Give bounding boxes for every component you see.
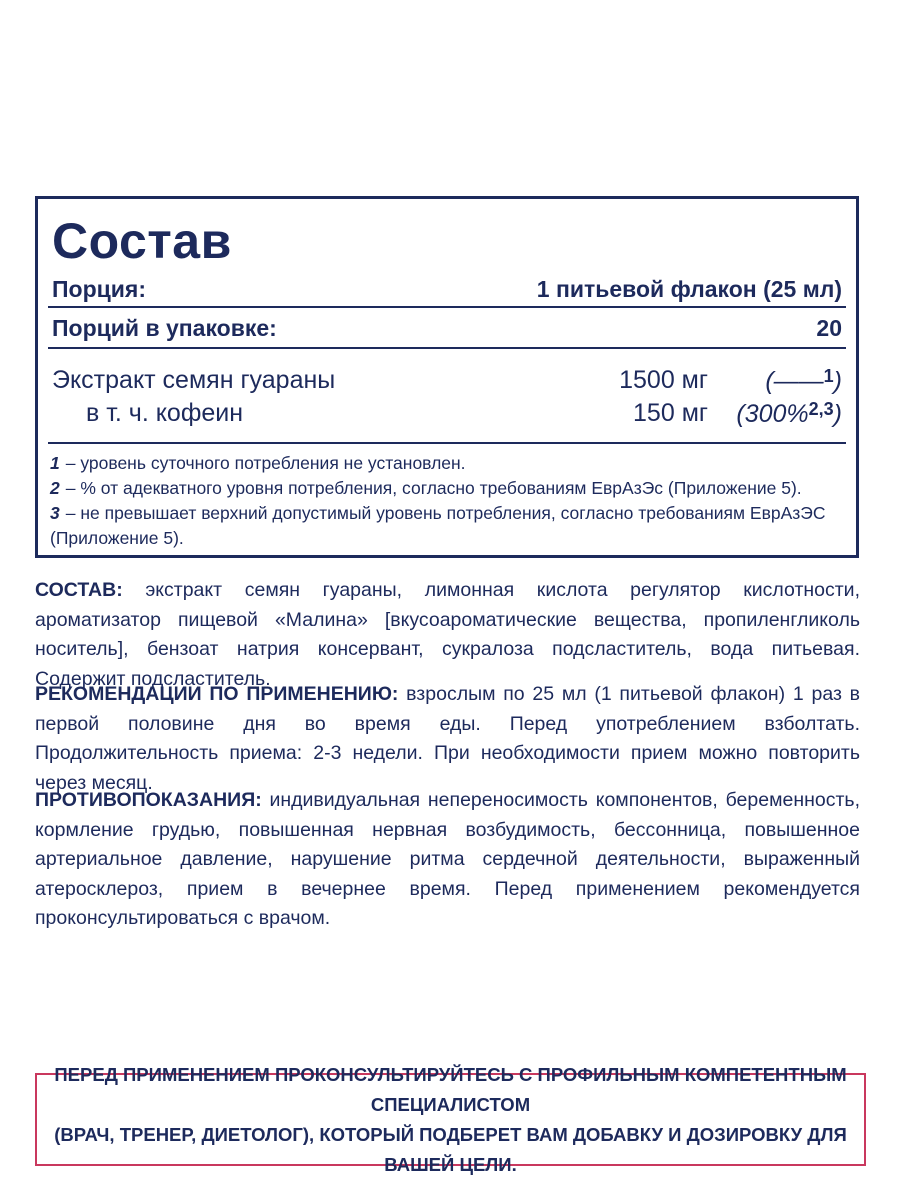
servings-label: Порций в упаковке: <box>52 315 277 341</box>
serving-label: Порция: <box>52 276 146 302</box>
ingredients-section <box>35 576 860 694</box>
ingredient-percent: (——$^1$) <box>765 366 842 395</box>
footnote: 1 – уровень суточного потребления не установлен. <box>50 453 466 473</box>
footnote: 2 – % от адекватного уровня потребления, согласно требованиям ЕврАзЭс (Приложение 5). <box>50 478 802 498</box>
footnote: 3 – не превышает верхний допустимый уровень потребления, согласно требованиям ЕврАзЭС (Приложение 5). <box>50 503 826 548</box>
servings-value: 20 <box>816 315 842 341</box>
composition-title: Состав <box>52 213 232 269</box>
footnotes <box>50 451 844 551</box>
section-heading: СОСТАВ: <box>35 579 123 601</box>
section-text: экстракт семян гуараны, лимонная кислота регулятор кислотности, ароматизатор пищевой «Малина» [вкусоароматические вещества, пропиленгликоль носитель], бензоат натрия консервант, сукралоза подсластитель, вода питьевая. Содержит подсластитель. <box>35 579 860 690</box>
contraindications-section <box>35 786 860 934</box>
warning-box <box>35 1063 866 1175</box>
ingredient-amount: 1500 мг <box>619 366 708 394</box>
section-text: индивидуальная непереносимость компонентов, беременность, кормление грудью, повышенная нервная возбудимость, бессонница, повышенное артериальное давление, нарушение ритма сердечной деятельности, выраженный атеросклероз, прием в вечернее время. Перед применением рекомендуется проконсультироваться с врачом. <box>35 789 860 929</box>
section-text: взрослым по 25 мл (1 питьевой флакон) 1 раз в первой половине дня во время еды. Перед употреблением взболтать. Продолжительность приема: 2-3 недели. При необходимости прием можно повторить через месяц. <box>35 683 860 794</box>
composition-box <box>35 196 859 558</box>
divider <box>48 306 846 308</box>
section-heading: ПРОТИВОПОКАЗАНИЯ: <box>35 789 262 811</box>
servings-per-pack-row <box>52 315 842 342</box>
warning-line: ПЕРЕД ПРИМЕНЕНИЕМ ПРОКОНСУЛЬТИРУЙТЕСЬ С ПРОФИЛЬНЫМ КОМПЕТЕНТНЫМ СПЕЦИАЛИСТОМ <box>54 1063 847 1115</box>
warning-text <box>37 1060 864 1180</box>
ingredient-row <box>52 399 842 431</box>
usage-section <box>35 680 860 798</box>
ingredient-amount: 150 мг <box>633 399 708 427</box>
ingredient-row <box>52 366 842 398</box>
ingredient-percent: (300%$^{2,3}$) <box>736 399 842 428</box>
warning-line: (ВРАЧ, ТРЕНЕР, ДИЕТОЛОГ), КОТОРЫЙ ПОДБЕРЕТ ВАМ ДОБАВКУ И ДОЗИРОВКУ ДЛЯ ВАШЕЙ ЦЕЛИ. <box>54 1123 847 1175</box>
serving-value: 1 питьевой флакон (25 мл) <box>536 276 842 302</box>
ingredient-name: Экстракт семян гуараны <box>52 366 336 394</box>
serving-row <box>52 276 842 303</box>
divider <box>48 442 846 444</box>
section-heading: РЕКОМЕНДАЦИИ ПО ПРИМЕНЕНИЮ: <box>35 683 399 705</box>
divider <box>48 347 846 349</box>
footnote-ref: 2,3 <box>808 399 834 419</box>
footnote-ref: 1 <box>823 366 834 386</box>
ingredient-name: в т. ч. кофеин <box>86 399 244 427</box>
